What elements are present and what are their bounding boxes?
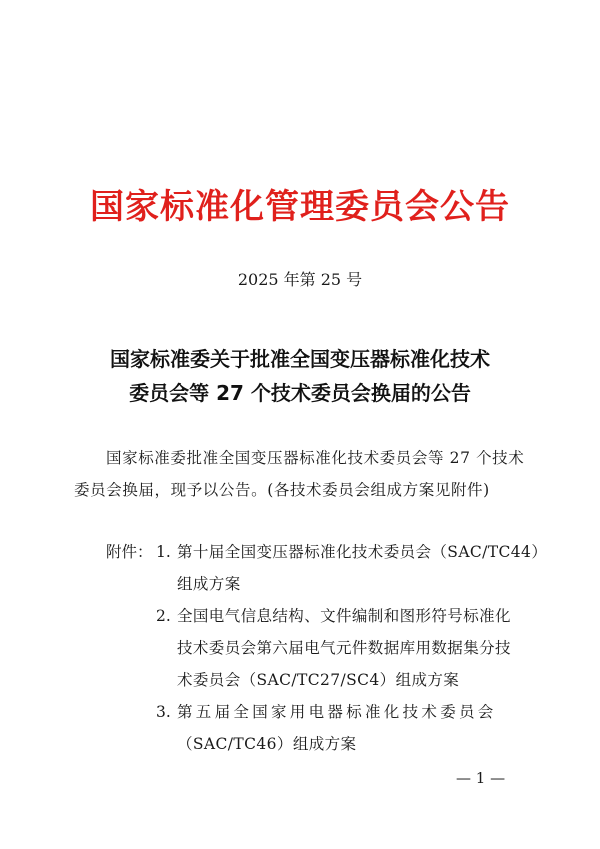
- attachment-line: 第五届全国家用电器标准化技术委员会: [177, 703, 497, 721]
- attachment-number: 2.: [156, 607, 171, 625]
- attachment-line: 技术委员会第六届电气元件数据库用数据集分技: [177, 639, 511, 657]
- page-number: — 1 —: [456, 769, 506, 787]
- announcement-heading: 国家标准化管理委员会公告: [90, 187, 510, 227]
- title-line-1: 国家标准委关于批准全国变压器标准化技术: [110, 347, 490, 371]
- attachment-item: [156, 696, 528, 760]
- document-number: 2025 年第 25 号: [237, 270, 363, 289]
- attachment-line: （SAC/TC46）组成方案: [177, 735, 357, 753]
- attachment-number: 3.: [156, 703, 171, 721]
- body-paragraph: [74, 442, 528, 506]
- attachment-item: [156, 600, 528, 696]
- body-line-1: 国家标准委批准全国变压器标准化技术委员会等 27 个技术: [106, 449, 525, 467]
- attachment-text: [177, 536, 548, 600]
- attachment-line: 第十届全国变压器标准化技术委员会（SAC/TC44）: [177, 543, 548, 561]
- title-line-2: 委员会等 27 个技术委员会换届的公告: [129, 381, 471, 405]
- attachment-item: [156, 536, 548, 600]
- body-line-2: 委员会换届，现予以公告。(各技术委员会组成方案见附件): [74, 481, 490, 499]
- attachment-text: [177, 696, 528, 760]
- attachment-line: 组成方案: [177, 575, 241, 593]
- attachments-label: 附件：: [106, 543, 153, 561]
- attachment-number: 1.: [156, 543, 171, 561]
- attachment-text: [177, 600, 528, 696]
- attachment-line: 全国电气信息结构、文件编制和图形符号标准化: [177, 607, 511, 625]
- attachment-line: 术委员会（SAC/TC27/SC4）组成方案: [177, 671, 460, 689]
- document-title: [0, 342, 600, 410]
